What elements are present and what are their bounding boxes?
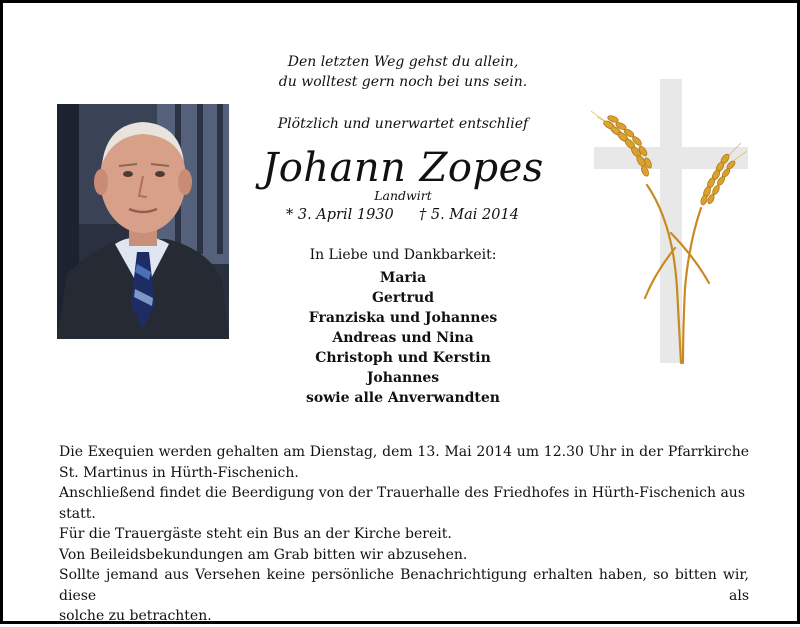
death-date: † 5. Mai 2014 <box>419 207 519 223</box>
mourner-name: Gertrud <box>371 290 435 306</box>
verse-line-1: Den letzten Weg gehst du allein, <box>287 54 519 70</box>
bus-text: Für die Trauergäste steht ein Bus an der Kirche bereit. <box>59 526 452 542</box>
notice-text-line-1: Sollte jemand aus Versehen keine persönliche Benachrichtigung erhalten haben, so bitten wir, diese als <box>59 567 749 604</box>
burial-text: Anschließend findet die Beerdigung von der Trauerhalle des Friedhofes in Hürth-Fischenich aus statt. <box>59 485 746 522</box>
mourner-name: sowie alle Anverwandten <box>306 390 500 406</box>
mourners-list <box>253 268 553 408</box>
verse <box>203 52 603 92</box>
deceased-occupation: Landwirt <box>374 188 432 203</box>
mourner-name: Christoph und Kerstin <box>315 350 491 366</box>
birth-date: * 3. April 1930 <box>286 207 394 223</box>
condolences-text: Von Beileidsbekundungen am Grab bitten wir abzusehen. <box>59 546 468 563</box>
verse-line-2: du wolltest gern noch bei uns sein. <box>278 74 528 90</box>
gratitude-line: In Liebe und Dankbarkeit: <box>309 247 497 263</box>
exequies-text-line-1: Die Exequien werden gehalten am Dienstag, dem 13. Mai 2014 um 12.30 Uhr in der Pfarrkirche <box>59 444 749 460</box>
mourner-name: Johannes <box>366 370 440 386</box>
exequies-text-line-2: St. Martinus in Hürth-Fischenich. <box>59 464 299 481</box>
mourner-name: Andreas und Nina <box>332 330 474 346</box>
mourner-name: Franziska und Johannes <box>308 310 498 326</box>
notice-text-line-2: solche zu betrachten. <box>59 608 212 624</box>
mourner-name: Maria <box>379 270 427 286</box>
deceased-name: Johann Zopes <box>262 145 544 191</box>
portrait-photo <box>57 104 229 339</box>
intro-line: Plötzlich und unerwartet entschlief <box>277 116 529 132</box>
cross-with-wheat-icon <box>585 73 757 368</box>
announcement <box>59 442 749 627</box>
